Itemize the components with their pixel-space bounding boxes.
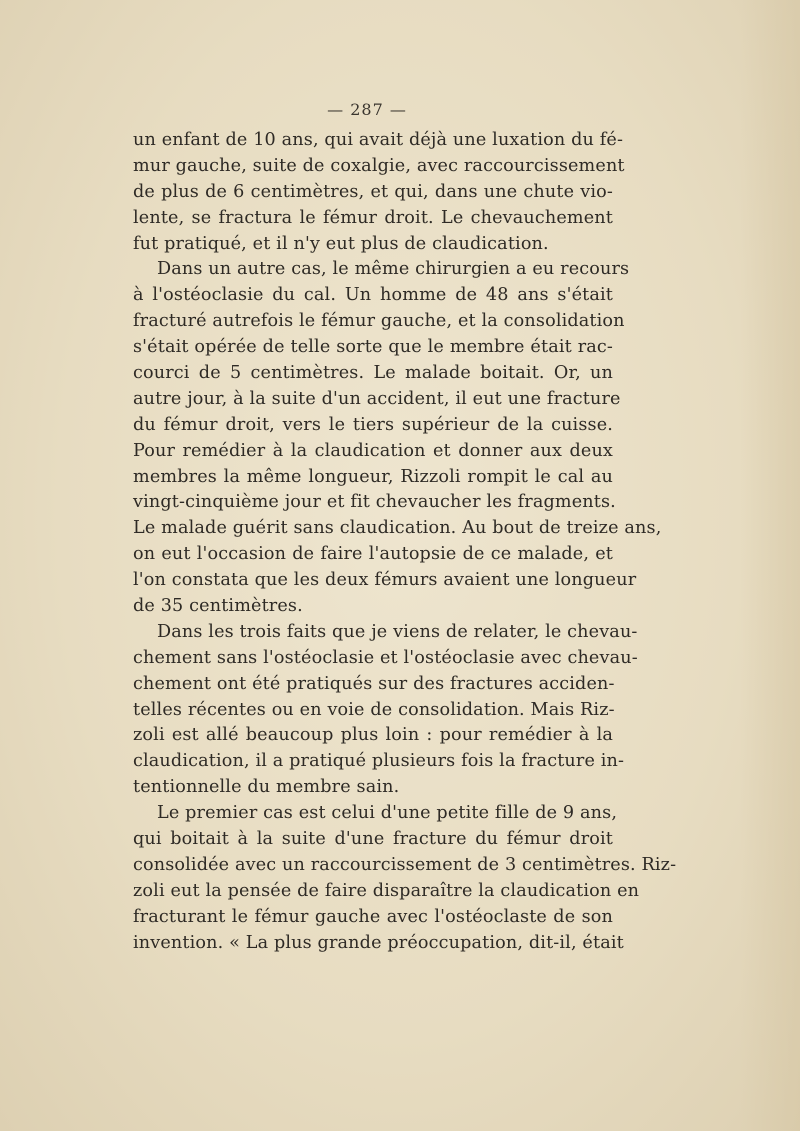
text-line: un enfant de 10 ans, qui avait déjà une luxation du fé- — [133, 130, 624, 150]
text-line: zoli eut la pensée de faire disparaître la claudication en — [133, 880, 640, 901]
text-line: telles récentes ou en voie de consolidation. Mais Riz- — [133, 699, 615, 720]
page-edge-stain — [740, 0, 800, 1131]
text-line: Dans un autre cas, le même chirurgien a eu recours — [157, 259, 630, 280]
text-line: Dans les trois faits que je viens de relater, le chevau- — [157, 621, 638, 642]
text-line: chement ont été pratiqués sur des fractures acciden- — [133, 673, 615, 694]
text-line: on eut l'occasion de faire l'autopsie de ce malade, et — [133, 544, 613, 565]
text-line: fracturé autrefois le fémur gauche, et la consolidation — [133, 311, 625, 332]
text-line: claudication, il a pratiqué plusieurs fois la fracture in- — [133, 751, 625, 772]
text-line: mur gauche, suite de coxalgie, avec raccourcissement — [133, 155, 625, 176]
text-line: s'était opérée de telle sorte que le membre était rac- — [133, 337, 613, 358]
text-line: fut pratiqué, et il n'y eut plus de claudication. — [133, 233, 549, 254]
text-line: de 35 centimètres. — [133, 596, 303, 617]
text-line: vingt-cinquième jour et fit chevaucher les fragments. — [133, 492, 616, 513]
text-line: de plus de 6 centimètres, et qui, dans une chute vio- — [133, 181, 613, 202]
body-text — [133, 128, 677, 957]
text-line: du fémur droit, vers le tiers supérieur de la cuisse. — [133, 414, 613, 435]
text-line: fracturant le fémur gauche avec l'ostéoclaste de son — [133, 906, 613, 927]
text-line: zoli est allé beaucoup plus loin : pour remédier à la — [133, 725, 613, 746]
text-line: Pour remédier à la claudication et donner aux deux — [133, 440, 613, 461]
text-line: lente, se fractura le fémur droit. Le chevauchement — [133, 207, 613, 228]
page-number: — 287 — — [327, 100, 407, 119]
text-line: autre jour, à la suite d'un accident, il eut une fracture — [133, 388, 621, 409]
text-line: courci de 5 centimètres. Le malade boitait. Or, un — [133, 363, 613, 384]
text-line: consolidée avec un raccourcissement de 3 centimètres. Riz- — [133, 854, 677, 875]
text-line: qui boitait à la suite d'une fracture du fémur droit — [133, 829, 613, 850]
text-line: Le premier cas est celui d'une petite fille de 9 ans, — [157, 803, 618, 824]
text-line: Le malade guérit sans claudication. Au bout de treize ans, — [133, 518, 662, 539]
text-line: tentionnelle du membre sain. — [133, 777, 400, 798]
text-line: chement sans l'ostéoclasie et l'ostéoclasie avec chevau- — [133, 647, 638, 668]
text-line: membres la même longueur, Rizzoli rompit le cal au — [133, 466, 613, 487]
text-line: invention. « La plus grande préoccupation, dit-il, était — [133, 932, 624, 953]
text-line: à l'ostéoclasie du cal. Un homme de 48 ans s'était — [133, 285, 613, 306]
text-line: l'on constata que les deux fémurs avaient une longueur — [133, 570, 637, 591]
